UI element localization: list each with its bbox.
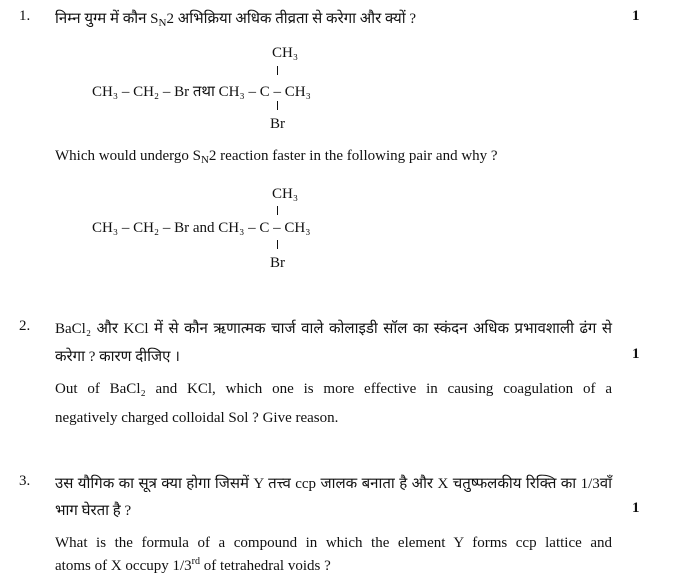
question-text-hindi: निम्न युग्म में कौन $S_N2$ अभिक्रिया अधिक तीव्रता से करेगा और क्यों ? (55, 11, 417, 29)
structure-bottom-group: Br (270, 116, 285, 132)
bond-line-top (277, 206, 278, 215)
question-text-hindi-line1: उस यौगिक का सूत्र क्या होगा जिसमें Y तत्त्व ccp जालक बनाता है और X चतुष्फलकीय रिक्ति का 1/3वाँ (55, 476, 612, 492)
structure-main-line: CH₃ – CH₂ – Br and CH₃ – C – CH₃ (92, 220, 311, 236)
bond-line-top (277, 66, 278, 75)
marks: 1 (632, 346, 640, 362)
bond-line-bottom (277, 101, 278, 110)
question-number: 2. (19, 318, 31, 334)
question-text-english-line2: atoms of X occupy 1/3rd of tetrahedral voids ? (55, 556, 331, 574)
structure-top-group: CH₃ (272, 186, 299, 202)
structure-bottom-group: Br (270, 255, 285, 271)
question-text-english-line1: Out of BaCl₂ and KCl, which one is more effective in causing coagulation of a (55, 381, 612, 397)
question-text-hindi-line2: भाग घेरता है ? (55, 503, 132, 519)
marks: 1 (632, 500, 640, 516)
question-text-hindi-line1: BaCl₂ और KCl में से कौन ऋणात्मक चार्ज वाले कोलाइडी सॉल का स्कंदन अधिक प्रभावशाली ढंग से (55, 321, 612, 337)
bond-line-bottom (277, 240, 278, 249)
structure-main-line: CH₃ – CH₂ – Br तथा CH₃ – C – CH₃ (92, 84, 311, 100)
marks: 1 (632, 8, 640, 24)
question-number: 3. (19, 473, 31, 489)
question-text-english-line1: What is the formula of a compound in which the element Y forms ccp lattice and (55, 535, 612, 551)
question-number: 1. (19, 8, 31, 24)
question-text-hindi-line2: करेगा ? कारण दीजिए । (55, 349, 180, 365)
question-text-english: Which would undergo $S_N2$ reaction faster in the following pair and why ? (55, 148, 498, 166)
structure-top-group: CH₃ (272, 45, 299, 61)
question-text-english-line2: negatively charged colloidal Sol ? Give reason. (55, 410, 339, 426)
